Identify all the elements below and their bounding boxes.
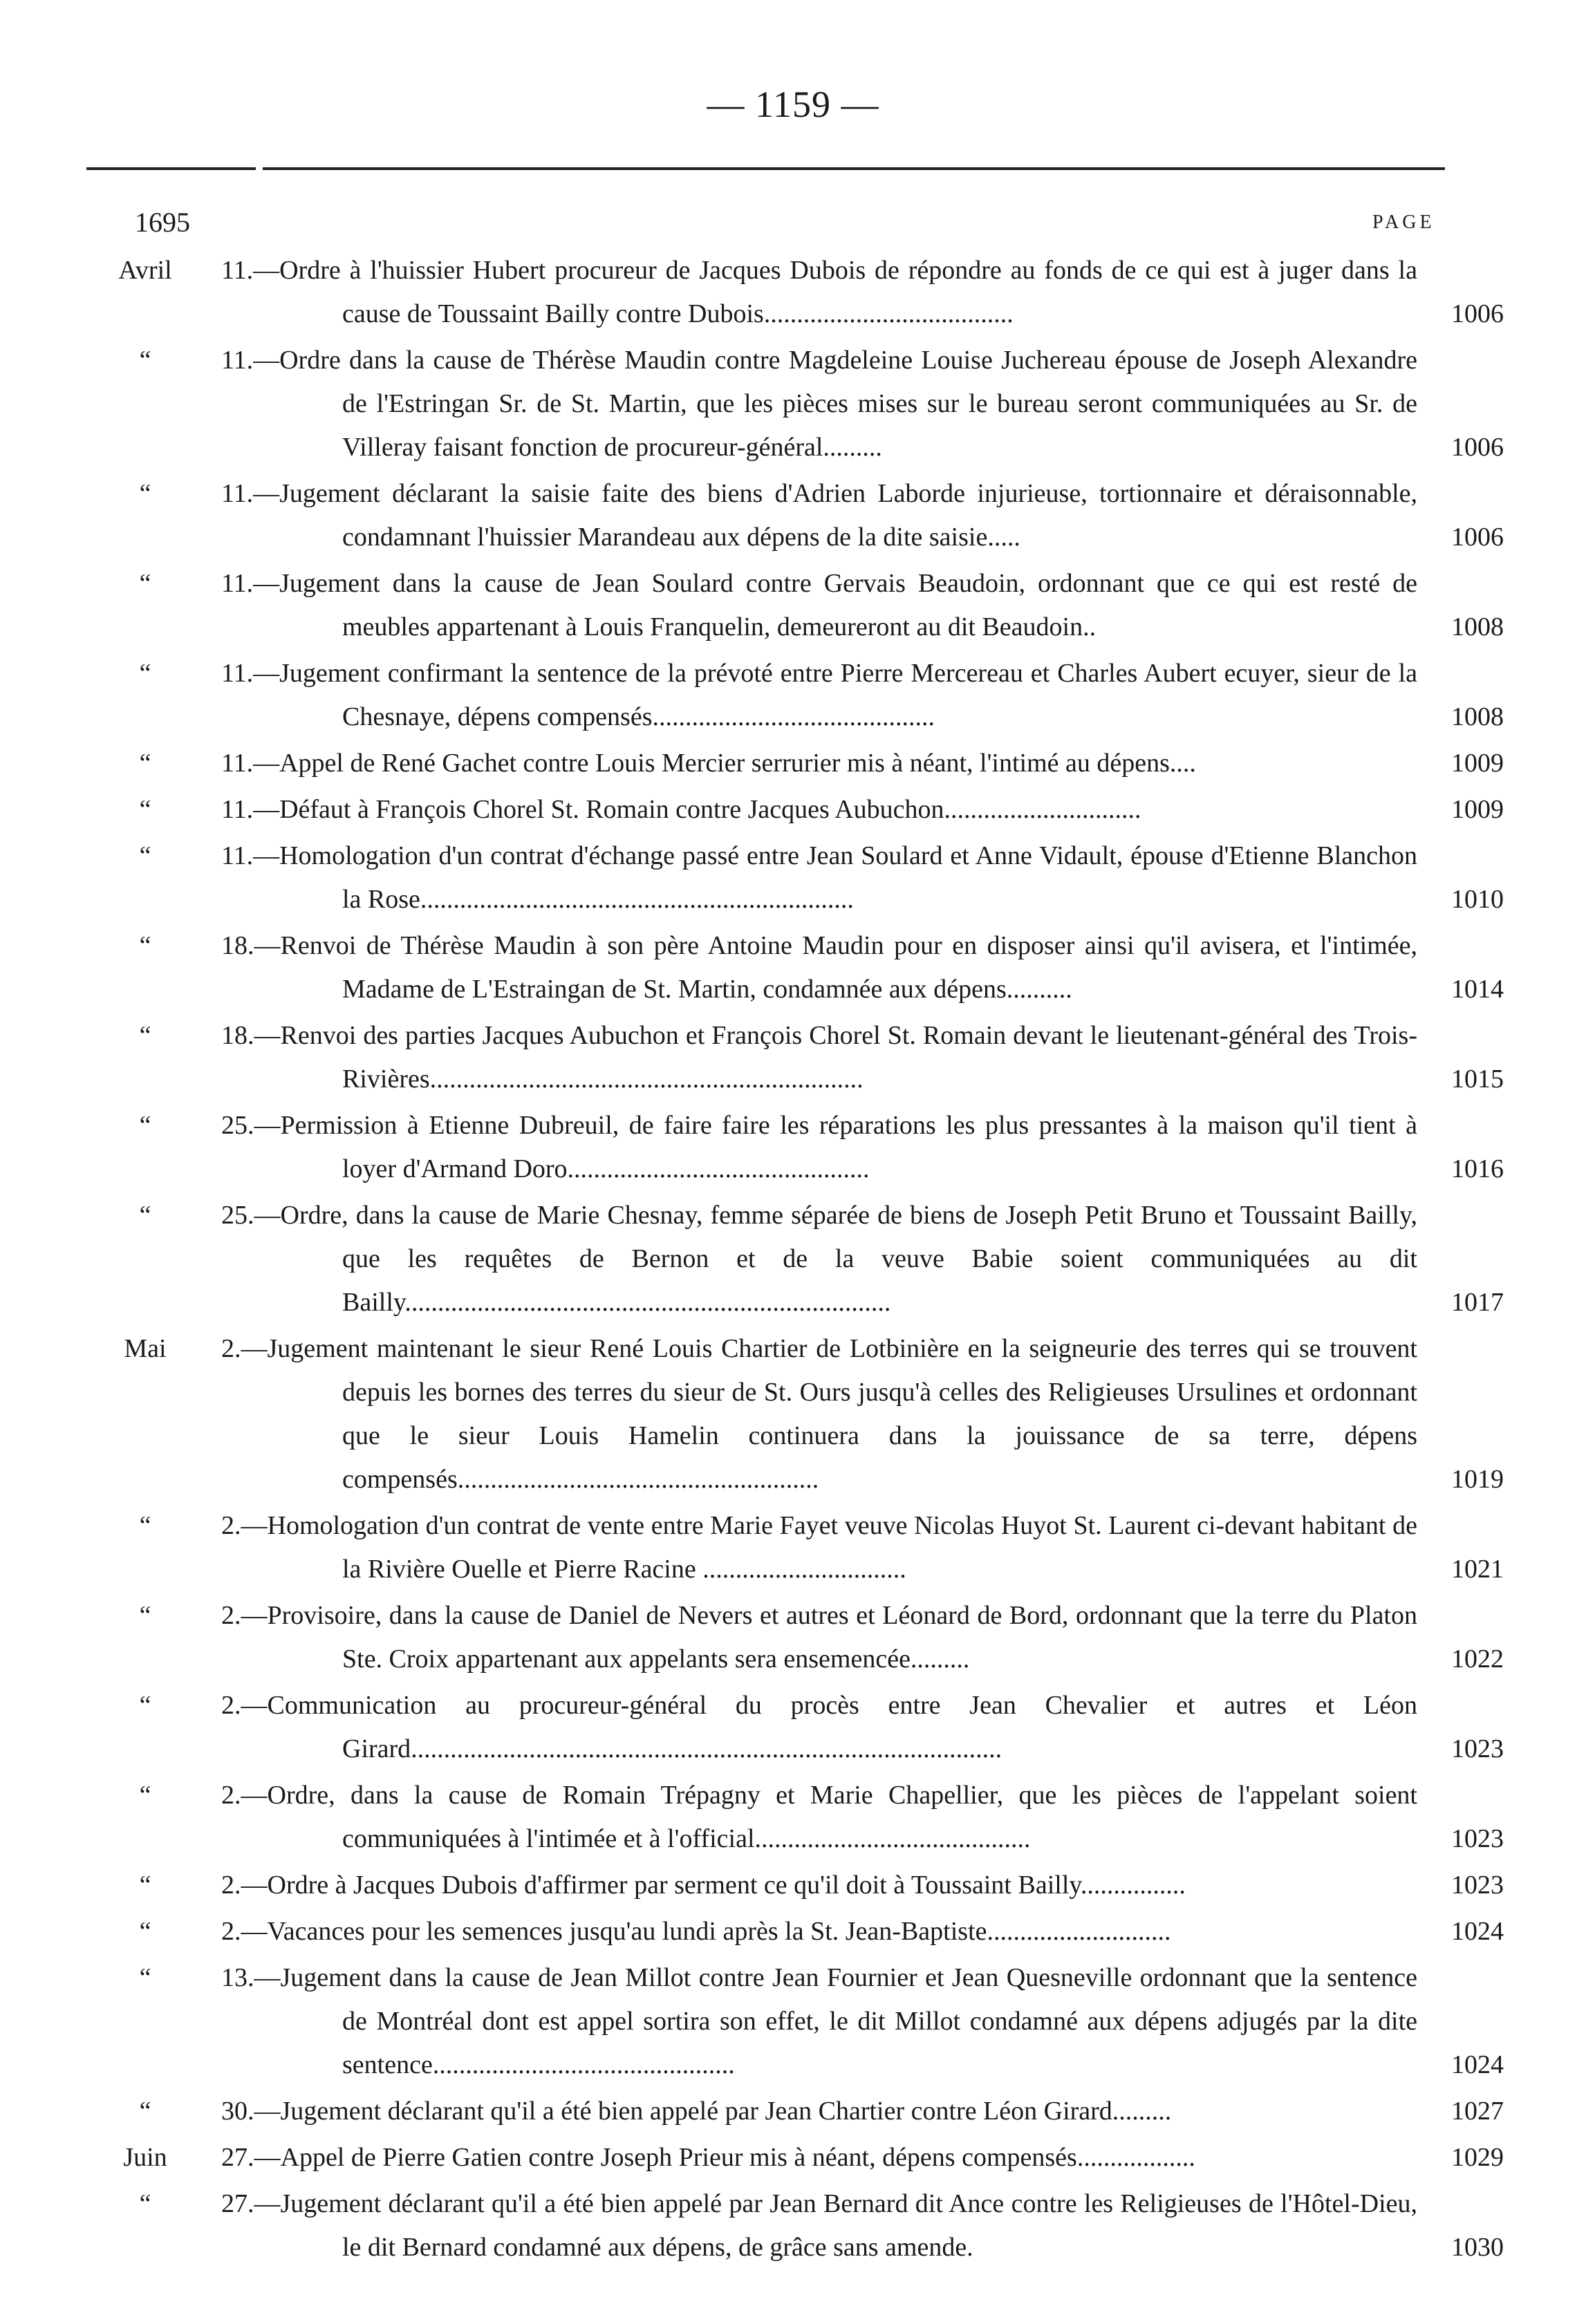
entry-text	[221, 652, 1417, 739]
entry-description: —Jugement maintenant le sieur René Louis Chartier de Lotbinière en la seigneurie des terres qui se trouvent depuis les bornes des terres du sieur de St. Ours jusqu'à celles des Religieuses Ursulines et ordonnant que le sieur Louis Hamelin continuera dans la jouissance de sa terre, dépens compensés.......................................................	[241, 1334, 1417, 1494]
entry-day: 11.	[221, 569, 254, 598]
entry-page-number: 1009	[1451, 749, 1504, 778]
entry-page-number: 1014	[1451, 975, 1504, 1004]
entry-description: —Ordre, dans la cause de Romain Trépagny et Marie Chapellier, que les pièces de l'appelant soient communiquées à l'intimée et à l'official..........................................	[241, 1781, 1417, 1853]
entry-month: “	[139, 841, 151, 870]
entry-day: 11.	[221, 256, 254, 285]
entry-month: “	[139, 1511, 151, 1540]
entry-day: 13.	[221, 1963, 254, 1992]
entry-page-number: 1023	[1451, 1734, 1504, 1763]
entry-description: —Ordre, dans la cause de Marie Chesnay, femme séparée de biens de Joseph Petit Bruno et Toussaint Bailly, que les requêtes de Bernon et de la veuve Babie soient communiquées au dit Bailly..........................................................................	[254, 1201, 1417, 1317]
entry-page-number: 1029	[1451, 2143, 1504, 2172]
entry-text	[221, 1594, 1417, 1681]
entry-description: —Appel de René Gachet contre Louis Mercier serrurier mis à néant, l'intimé au dépens....	[253, 749, 1196, 778]
entry-month: “	[139, 1963, 151, 1992]
entry-description: —Vacances pour les semences jusqu'au lundi après la St. Jean-Baptiste............................	[241, 1917, 1171, 1946]
entry-description: —Homologation d'un contrat de vente entre Marie Fayet veuve Nicolas Huyot St. Laurent ci-devant habitant de la Rivière Ouelle et Pierre Racine ...............................	[241, 1511, 1417, 1584]
list-item	[0, 742, 1586, 785]
entry-text	[221, 339, 1417, 469]
entry-description: —Provisoire, dans la cause de Daniel de Nevers et autres et Léonard de Bord, ordonnant que la terre du Platon Ste. Croix appartenant aux appelants sera ensemencée.........	[241, 1601, 1417, 1674]
entry-day: 2.	[221, 1871, 241, 1900]
entry-day: 27.	[221, 2143, 254, 2172]
entry-description: —Ordre dans la cause de Thérèse Maudin contre Magdeleine Louise Juchereau épouse de Joseph Alexandre de l'Estringan Sr. de St. Martin, que les pièces mises sur le bureau seront communiquées au Sr. de Villeray faisant fonction de procureur-général.........	[253, 346, 1417, 462]
list-item	[0, 1504, 1586, 1591]
entry-day: 11.	[221, 479, 254, 508]
entry-description: —Homologation d'un contrat d'échange passé entre Jean Soulard et Anne Vidault, épouse d'Etienne Blanchon la Rose..................................................................	[253, 841, 1417, 914]
entry-month: “	[139, 569, 151, 598]
entry-page-number: 1006	[1451, 433, 1504, 462]
list-item	[0, 1684, 1586, 1771]
entry-month: “	[139, 1871, 151, 1900]
entry-page-number: 1023	[1451, 1871, 1504, 1900]
list-item	[0, 1910, 1586, 1953]
entry-month: Mai	[124, 1334, 167, 1363]
list-item	[0, 1014, 1586, 1101]
list-item	[0, 2136, 1586, 2180]
entry-day: 30.	[221, 2097, 254, 2126]
entry-page-number: 1008	[1451, 612, 1504, 641]
list-item	[0, 1956, 1586, 2087]
list-item	[0, 2090, 1586, 2133]
entry-day: 11.	[221, 795, 254, 824]
list-item	[0, 562, 1586, 649]
entry-text	[221, 1504, 1417, 1591]
entry-page-number: 1009	[1451, 795, 1504, 824]
entry-description: —Jugement confirmant la sentence de la prévoté entre Pierre Mercereau et Charles Aubert ecuyer, sieur de la Chesnaye, dépens compensés...........................................	[253, 659, 1417, 731]
entry-text	[221, 1327, 1417, 1501]
list-item	[0, 339, 1586, 469]
entry-page-number: 1015	[1451, 1065, 1504, 1094]
entry-day: 11.	[221, 346, 254, 375]
entry-month: “	[139, 2189, 151, 2218]
entry-description: —Ordre à l'huissier Hubert procureur de Jacques Dubois de répondre au fonds de ce qui est à juger dans la cause de Toussaint Bailly contre Dubois......................................	[253, 256, 1417, 328]
entry-page-number: 1021	[1451, 1555, 1504, 1584]
entry-page-number: 1019	[1451, 1465, 1504, 1494]
entry-day: 18.	[221, 931, 254, 960]
entry-month: “	[139, 931, 151, 960]
entry-description: —Renvoi des parties Jacques Aubuchon et François Chorel St. Romain devant le lieutenant-général des Trois-Rivières..................................................................	[254, 1021, 1417, 1094]
entry-text	[221, 1194, 1417, 1324]
list-item	[0, 924, 1586, 1011]
list-item	[0, 1327, 1586, 1501]
list-item	[0, 1194, 1586, 1324]
entry-description: —Jugement déclarant qu'il a été bien appelé par Jean Chartier contre Léon Girard.........	[254, 2097, 1172, 2126]
list-item	[0, 1774, 1586, 1861]
entry-page-number: 1006	[1451, 299, 1504, 328]
entry-description: —Permission à Etienne Dubreuil, de faire faire les réparations les plus pressantes à la maison qu'il tient à loyer d'Armand Doro..............................................	[254, 1111, 1417, 1183]
entry-month: “	[139, 749, 151, 778]
entry-day: 2.	[221, 1511, 241, 1540]
entry-month: “	[139, 479, 151, 508]
entry-text	[221, 924, 1417, 1011]
list-item	[0, 2182, 1586, 2269]
entry-description: —Jugement déclarant qu'il a été bien appelé par Jean Bernard dit Ance contre les Religieuses de l'Hôtel-Dieu, le dit Bernard condamné aux dépens, de grâce sans amende.	[254, 2189, 1417, 2262]
entry-description: —Jugement dans la cause de Jean Millot contre Jean Fournier et Jean Quesneville ordonnant que la sentence de Montréal dont est appel sortira son effet, le dit Millot condamné aux dépens adjugés par la dite sentence..............................................	[254, 1963, 1417, 2079]
entry-text	[221, 2090, 1417, 2133]
list-item	[0, 1864, 1586, 1907]
entry-text	[221, 1774, 1417, 1861]
entry-month: “	[139, 2097, 151, 2126]
entry-day: 2.	[221, 1781, 241, 1810]
entry-page-number: 1024	[1451, 1917, 1504, 1946]
entry-page-number: 1030	[1451, 2233, 1504, 2262]
list-item	[0, 834, 1586, 921]
list-item	[0, 652, 1586, 739]
entry-page-number: 1027	[1451, 2097, 1504, 2126]
entry-page-number: 1010	[1451, 885, 1504, 914]
entry-day: 18.	[221, 1021, 254, 1050]
list-item	[0, 1104, 1586, 1191]
entry-description: —Renvoi de Thérèse Maudin à son père Antoine Maudin pour en disposer ainsi qu'il avisera, et l'intimée, Madame de L'Estraingan de St. Martin, condamnée aux dépens..........	[254, 931, 1417, 1004]
entry-page-number: 1022	[1451, 1644, 1504, 1674]
entry-list	[0, 249, 1586, 2272]
entry-day: 11.	[221, 749, 254, 778]
entry-description: —Ordre à Jacques Dubois d'affirmer par serment ce qu'il doit à Toussaint Bailly................	[241, 1871, 1186, 1900]
entry-month: “	[139, 1691, 151, 1720]
entry-month: “	[139, 1601, 151, 1630]
entry-day: 25.	[221, 1111, 254, 1140]
entry-day: 2.	[221, 1917, 241, 1946]
list-item	[0, 249, 1586, 336]
entry-day: 25.	[221, 1201, 254, 1230]
entry-description: —Jugement déclarant la saisie faite des biens d'Adrien Laborde injurieuse, tortionnaire et déraisonnable, condamnant l'huissier Marandeau aux dépens de la dite saisie.....	[253, 479, 1417, 552]
entry-month: “	[139, 346, 151, 375]
entry-day: 27.	[221, 2189, 254, 2218]
page-column-heading: PAGE	[1372, 212, 1435, 233]
entry-month: “	[139, 795, 151, 824]
entry-month: “	[139, 1917, 151, 1946]
entry-page-number: 1017	[1451, 1288, 1504, 1317]
entry-text	[221, 1104, 1417, 1191]
entry-text	[221, 788, 1417, 832]
entry-text	[221, 1014, 1417, 1101]
entry-description: —Communication au procureur-général du procès entre Jean Chevalier et autres et Léon Girard..........................................................................................	[241, 1691, 1417, 1763]
entry-description: —Jugement dans la cause de Jean Soulard contre Gervais Beaudoin, ordonnant que ce qui est resté de meubles appartenant à Louis Franquelin, demeureront au dit Beaudoin..	[253, 569, 1417, 641]
entry-day: 2.	[221, 1334, 241, 1363]
entry-day: 2.	[221, 1691, 241, 1720]
entry-month: Avril	[118, 256, 172, 285]
entry-text	[221, 1684, 1417, 1771]
entry-text	[221, 834, 1417, 921]
entry-page-number: 1023	[1451, 1824, 1504, 1853]
list-item	[0, 788, 1586, 832]
entry-page-number: 1008	[1451, 702, 1504, 731]
list-item	[0, 472, 1586, 559]
entry-month: “	[139, 1201, 151, 1230]
entry-page-number: 1024	[1451, 2050, 1504, 2079]
entry-month: “	[139, 659, 151, 688]
entry-text	[221, 472, 1417, 559]
year-heading: 1695	[135, 207, 190, 238]
entry-day: 2.	[221, 1601, 241, 1630]
entry-month: Juin	[123, 2143, 167, 2172]
entry-text	[221, 2136, 1417, 2180]
entry-month: “	[139, 1111, 151, 1140]
entry-month: “	[139, 1781, 151, 1810]
page-number: — 1159 —	[707, 84, 879, 125]
entry-text	[221, 2182, 1417, 2269]
entry-text	[221, 742, 1417, 785]
entry-text	[221, 1864, 1417, 1907]
entry-description: —Appel de Pierre Gatien contre Joseph Prieur mis à néant, dépens compensés..................	[254, 2143, 1195, 2172]
header-rule-right	[263, 167, 1445, 170]
entry-text	[221, 1910, 1417, 1953]
entry-month: “	[139, 1021, 151, 1050]
list-item	[0, 1594, 1586, 1681]
entry-text	[221, 562, 1417, 649]
header-rule-left	[86, 167, 256, 170]
entry-day: 11.	[221, 659, 254, 688]
entry-description: —Défaut à François Chorel St. Romain contre Jacques Aubuchon..............................	[253, 795, 1141, 824]
entry-text	[221, 1956, 1417, 2087]
entry-text	[221, 249, 1417, 336]
entry-day: 11.	[221, 841, 254, 870]
entry-page-number: 1016	[1451, 1154, 1504, 1183]
entry-page-number: 1006	[1451, 523, 1504, 552]
